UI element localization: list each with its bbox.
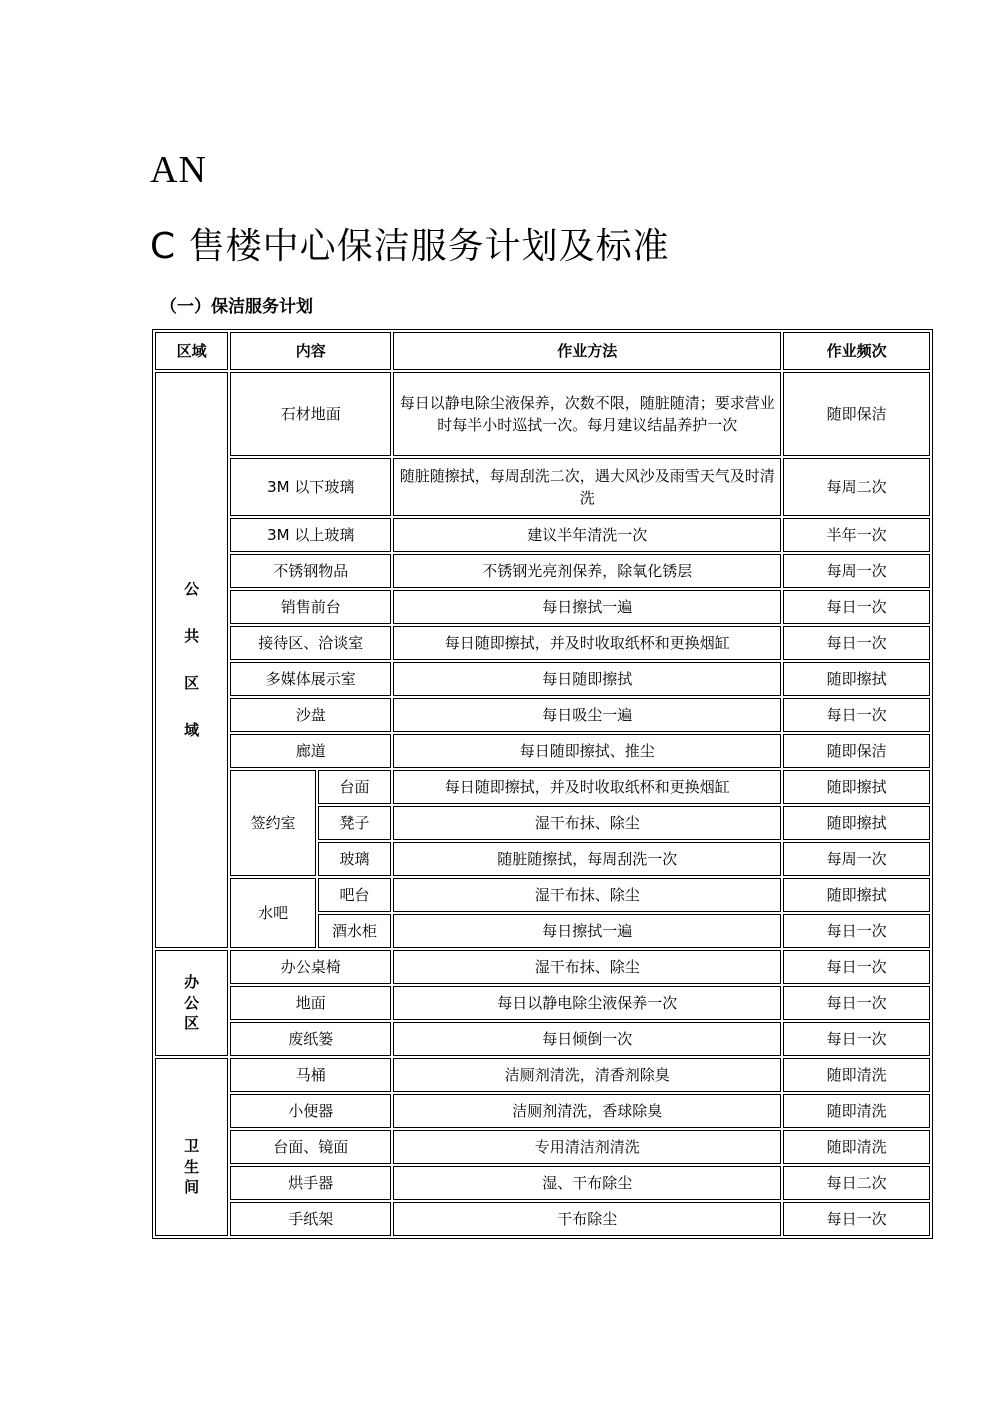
method-cell: 每日擦拭一遍 xyxy=(393,590,781,624)
table-row xyxy=(155,1130,930,1164)
frequency-cell: 每日一次 xyxy=(783,1022,930,1056)
content-cell: 手纸架 xyxy=(230,1202,391,1236)
method-cell: 随脏随擦拭，每周刮洗一次 xyxy=(393,842,781,876)
method-cell: 每日擦拭一遍 xyxy=(393,914,781,948)
area-cell-restroom xyxy=(155,1058,228,1236)
table-row xyxy=(155,1202,930,1236)
method-cell: 湿干布抹、除尘 xyxy=(393,950,781,984)
frequency-cell: 每日一次 xyxy=(783,1202,930,1236)
frequency-cell: 随即清洗 xyxy=(783,1130,930,1164)
item-cell: 吧台 xyxy=(318,878,391,912)
frequency-cell: 每日一次 xyxy=(783,698,930,732)
frequency-cell: 每日一次 xyxy=(783,950,930,984)
frequency-cell: 半年一次 xyxy=(783,518,930,552)
document-heading-line1: AN xyxy=(150,149,207,191)
frequency-cell: 每日二次 xyxy=(783,1166,930,1200)
method-cell: 湿、干布除尘 xyxy=(393,1166,781,1200)
table-row xyxy=(155,554,930,588)
content-cell: 办公桌椅 xyxy=(230,950,391,984)
method-cell: 洁厕剂清洗，清香剂除臭 xyxy=(393,1058,781,1092)
method-cell: 每日以静电除尘液保养一次 xyxy=(393,986,781,1020)
subgroup-cell-water-bar: 水吧 xyxy=(230,878,315,948)
header-area: 区域 xyxy=(155,332,228,370)
method-cell: 湿干布抹、除尘 xyxy=(393,806,781,840)
table-row xyxy=(155,458,930,516)
method-cell: 建议半年清洗一次 xyxy=(393,518,781,552)
method-cell: 湿干布抹、除尘 xyxy=(393,878,781,912)
table-header-row xyxy=(155,332,930,370)
area-cell-office xyxy=(155,950,228,1056)
frequency-cell: 随即擦拭 xyxy=(783,770,930,804)
subgroup-cell-signing-room: 签约室 xyxy=(230,770,315,876)
frequency-cell: 随即清洗 xyxy=(783,1094,930,1128)
content-cell: 销售前台 xyxy=(230,590,391,624)
table-row xyxy=(155,1022,930,1056)
method-cell: 每日随即擦拭 xyxy=(393,662,781,696)
content-cell: 废纸篓 xyxy=(230,1022,391,1056)
frequency-cell: 随即擦拭 xyxy=(783,806,930,840)
frequency-cell: 随即擦拭 xyxy=(783,878,930,912)
frequency-cell: 每周二次 xyxy=(783,458,930,516)
content-cell: 不锈钢物品 xyxy=(230,554,391,588)
frequency-cell: 每日一次 xyxy=(783,590,930,624)
item-cell: 玻璃 xyxy=(318,842,391,876)
table-row xyxy=(155,1094,930,1128)
frequency-cell: 每周一次 xyxy=(783,842,930,876)
content-cell: 3M 以上玻璃 xyxy=(230,518,391,552)
method-cell: 每日倾倒一次 xyxy=(393,1022,781,1056)
content-cell: 石材地面 xyxy=(230,372,391,456)
header-frequency: 作业频次 xyxy=(783,332,930,370)
method-cell: 每日随即擦拭，并及时收取纸杯和更换烟缸 xyxy=(393,626,781,660)
section-title: （一）保洁服务计划 xyxy=(160,297,313,317)
frequency-cell: 随即清洗 xyxy=(783,1058,930,1092)
content-cell: 沙盘 xyxy=(230,698,391,732)
method-cell: 洁厕剂清洗，香球除臭 xyxy=(393,1094,781,1128)
frequency-cell: 每日一次 xyxy=(783,986,930,1020)
item-cell: 酒水柜 xyxy=(318,914,391,948)
content-cell: 台面、镜面 xyxy=(230,1130,391,1164)
table-row xyxy=(155,372,930,456)
frequency-cell: 随即保洁 xyxy=(783,734,930,768)
method-cell: 专用清洁剂清洗 xyxy=(393,1130,781,1164)
table-row xyxy=(155,770,930,804)
content-cell: 多媒体展示室 xyxy=(230,662,391,696)
table-row xyxy=(155,590,930,624)
table-row xyxy=(155,734,930,768)
area-label-restroom: 卫 生 间 xyxy=(184,1137,200,1196)
area-cell-public xyxy=(155,372,228,948)
table-row xyxy=(155,1058,930,1092)
item-cell: 台面 xyxy=(318,770,391,804)
method-cell: 每日随即擦拭、推尘 xyxy=(393,734,781,768)
frequency-cell: 每日一次 xyxy=(783,626,930,660)
content-cell: 接待区、洽谈室 xyxy=(230,626,391,660)
header-method: 作业方法 xyxy=(393,332,781,370)
table-row xyxy=(155,698,930,732)
table-row xyxy=(155,950,930,984)
method-cell: 干布除尘 xyxy=(393,1202,781,1236)
cleaning-plan-table xyxy=(152,329,933,1239)
frequency-cell: 随即保洁 xyxy=(783,372,930,456)
frequency-cell: 每周一次 xyxy=(783,554,930,588)
table-row xyxy=(155,986,930,1020)
content-cell: 烘手器 xyxy=(230,1166,391,1200)
method-cell: 随脏随擦拭，每周刮洗二次，遇大风沙及雨雪天气及时清洗 xyxy=(393,458,781,516)
header-content: 内容 xyxy=(230,332,391,370)
content-cell: 地面 xyxy=(230,986,391,1020)
frequency-cell: 每日一次 xyxy=(783,914,930,948)
table-row xyxy=(155,626,930,660)
area-label-public: 公 共 区 域 xyxy=(184,580,200,739)
content-cell: 小便器 xyxy=(230,1094,391,1128)
table-row xyxy=(155,662,930,696)
method-cell: 每日随即擦拭，并及时收取纸杯和更换烟缸 xyxy=(393,770,781,804)
document-heading-line2: C 售楼中心保洁服务计划及标准 xyxy=(150,226,670,267)
frequency-cell: 随即擦拭 xyxy=(783,662,930,696)
method-cell: 每日吸尘一遍 xyxy=(393,698,781,732)
item-cell: 凳子 xyxy=(318,806,391,840)
table-row xyxy=(155,878,930,912)
method-cell: 每日以静电除尘液保养，次数不限，随脏随清；要求营业时每半小时巡拭一次。每月建议结晶养护一次 xyxy=(393,372,781,456)
method-cell: 不锈钢光亮剂保养，除氧化锈层 xyxy=(393,554,781,588)
content-cell: 马桶 xyxy=(230,1058,391,1092)
area-label-office: 办 公 区 xyxy=(184,973,200,1032)
table-row xyxy=(155,518,930,552)
content-cell: 廊道 xyxy=(230,734,391,768)
content-cell: 3M 以下玻璃 xyxy=(230,458,391,516)
table-row xyxy=(155,1166,930,1200)
